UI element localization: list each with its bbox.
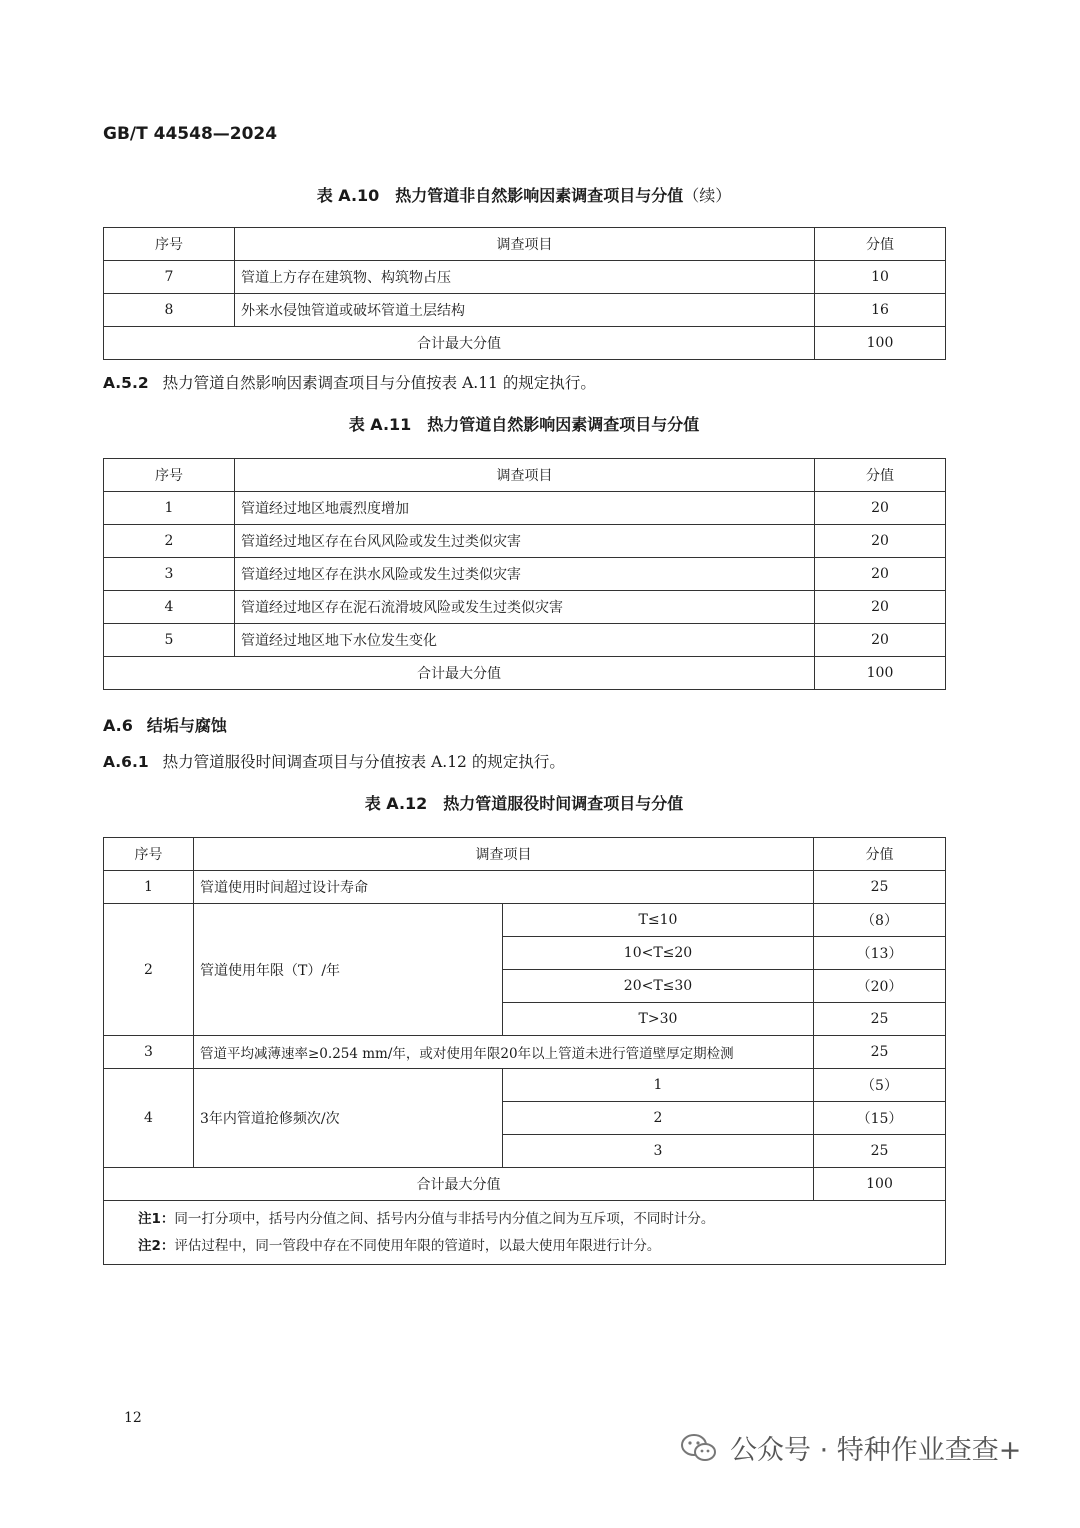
- note-text: 同一打分项中，括号内分值之间、括号内分值与非括号内分值之间为互斥项，不同时计分。: [174, 1211, 715, 1227]
- header-cell: 序号: [104, 228, 235, 261]
- row-score: 25: [814, 1135, 946, 1168]
- row-item: 管道平均减薄速率≥0.254 mm/年，或对使用年限20年以上管道未进行管道壁厚定期检测: [194, 1036, 814, 1069]
- table-a10-caption-text: 表 A.10 热力管道非自然影响因素调查项目与分值: [316, 186, 684, 205]
- row-number: 8: [104, 294, 235, 327]
- paragraph-a61: [103, 750, 565, 772]
- row-score: （15）: [814, 1102, 946, 1135]
- sub-condition: 2: [503, 1102, 814, 1135]
- row-item: 管道使用年限（T）/年: [194, 904, 503, 1036]
- row-number: 2: [104, 525, 235, 558]
- table-row: [104, 492, 946, 525]
- note-label: 注1：: [138, 1211, 175, 1227]
- note-1: [138, 1206, 935, 1233]
- row-score: 20: [815, 525, 946, 558]
- row-score: 10: [815, 261, 946, 294]
- table-a12: [103, 837, 946, 1265]
- row-score: 20: [815, 591, 946, 624]
- total-label: 合计最大分值: [104, 1168, 814, 1201]
- clause-number: A.6.1: [103, 753, 149, 771]
- table-a10-caption: [103, 183, 945, 206]
- table-a12-caption: 表 A.12 热力管道服役时间调查项目与分值: [364, 794, 684, 813]
- row-score: 25: [814, 1036, 946, 1069]
- row-number: 4: [104, 1069, 194, 1168]
- row-score: 20: [815, 558, 946, 591]
- header-cell: 分值: [815, 228, 946, 261]
- header-cell: 调查项目: [235, 459, 815, 492]
- row-item: 管道经过地区地下水位发生变化: [235, 624, 815, 657]
- notes-row: [104, 1201, 946, 1265]
- row-item: 管道使用时间超过设计寿命: [194, 871, 814, 904]
- header-cell: 调查项目: [235, 228, 815, 261]
- row-number: 4: [104, 591, 235, 624]
- row-item: 管道经过地区存在泥石流滑坡风险或发生过类似灾害: [235, 591, 815, 624]
- row-item: 管道经过地区存在台风风险或发生过类似灾害: [235, 525, 815, 558]
- row-number: 7: [104, 261, 235, 294]
- standard-code: GB/T 44548—2024: [103, 124, 278, 144]
- total-value: 100: [814, 1168, 946, 1201]
- row-score: （20）: [814, 970, 946, 1003]
- header-cell: 分值: [815, 459, 946, 492]
- row-score: 16: [815, 294, 946, 327]
- row-score: （5）: [814, 1069, 946, 1102]
- table-row: [104, 904, 946, 937]
- note-label: 注2：: [138, 1238, 175, 1254]
- row-number: 1: [104, 492, 235, 525]
- table-a11: [103, 458, 946, 690]
- header-cell: 调查项目: [194, 838, 814, 871]
- row-score: 25: [814, 871, 946, 904]
- section-title: 结垢与腐蚀: [146, 716, 227, 735]
- header-cell: 序号: [104, 838, 194, 871]
- header-cell: 序号: [104, 459, 235, 492]
- table-row: [104, 624, 946, 657]
- row-number: 2: [104, 904, 194, 1036]
- total-row: [104, 1168, 946, 1201]
- sub-condition: 20<T≤30: [503, 970, 814, 1003]
- total-value: 100: [815, 327, 946, 360]
- row-number: 3: [104, 558, 235, 591]
- row-score: 20: [815, 624, 946, 657]
- sub-condition: T≤10: [503, 904, 814, 937]
- table-a10: [103, 227, 946, 360]
- table-header-row: [104, 838, 946, 871]
- sub-condition: 1: [503, 1069, 814, 1102]
- table-row: [104, 1036, 946, 1069]
- table-header-row: [104, 228, 946, 261]
- table-row: [104, 871, 946, 904]
- table-a11-caption: 表 A.11 热力管道自然影响因素调查项目与分值: [348, 415, 700, 434]
- row-number: 3: [104, 1036, 194, 1069]
- row-score: 25: [814, 1003, 946, 1036]
- row-number: 5: [104, 624, 235, 657]
- sub-condition: 10<T≤20: [503, 937, 814, 970]
- total-value: 100: [815, 657, 946, 690]
- table-header-row: [104, 459, 946, 492]
- table-a10-caption-continued: （续）: [683, 186, 732, 205]
- total-row: [104, 327, 946, 360]
- row-item: 3年内管道抢修频次/次: [194, 1069, 503, 1168]
- table-row: [104, 591, 946, 624]
- table-row: [104, 261, 946, 294]
- watermark: [680, 1428, 1021, 1467]
- row-item: 管道经过地区存在洪水风险或发生过类似灾害: [235, 558, 815, 591]
- total-label: 合计最大分值: [104, 327, 815, 360]
- sub-condition: T>30: [503, 1003, 814, 1036]
- table-row: [104, 1069, 946, 1102]
- wechat-icon: [680, 1433, 718, 1463]
- row-score: （13）: [814, 937, 946, 970]
- clause-text: 热力管道自然影响因素调查项目与分值按表 A.11 的规定执行。: [162, 374, 596, 392]
- table-row: [104, 525, 946, 558]
- row-number: 1: [104, 871, 194, 904]
- clause-text: 热力管道服役时间调查项目与分值按表 A.12 的规定执行。: [162, 753, 565, 771]
- row-score: （8）: [814, 904, 946, 937]
- total-label: 合计最大分值: [104, 657, 815, 690]
- row-item: 管道上方存在建筑物、构筑物占压: [235, 261, 815, 294]
- note-2: [138, 1233, 935, 1260]
- section-number: A.6: [103, 716, 133, 735]
- row-item: 管道经过地区地震烈度增加: [235, 492, 815, 525]
- table-row: [104, 294, 946, 327]
- page-number: 12: [124, 1410, 142, 1426]
- paragraph-a52: [103, 371, 596, 393]
- row-item: 外来水侵蚀管道或破坏管道土层结构: [235, 294, 815, 327]
- total-row: [104, 657, 946, 690]
- clause-number: A.5.2: [103, 374, 149, 392]
- sub-condition: 3: [503, 1135, 814, 1168]
- section-heading-a6: [103, 713, 227, 736]
- note-text: 评估过程中，同一管段中存在不同使用年限的管道时，以最大使用年限进行计分。: [174, 1238, 661, 1254]
- table-row: [104, 558, 946, 591]
- watermark-text: 公众号 · 特种作业查查+: [730, 1435, 1022, 1466]
- row-score: 20: [815, 492, 946, 525]
- header-cell: 分值: [814, 838, 946, 871]
- notes-cell: [104, 1201, 946, 1265]
